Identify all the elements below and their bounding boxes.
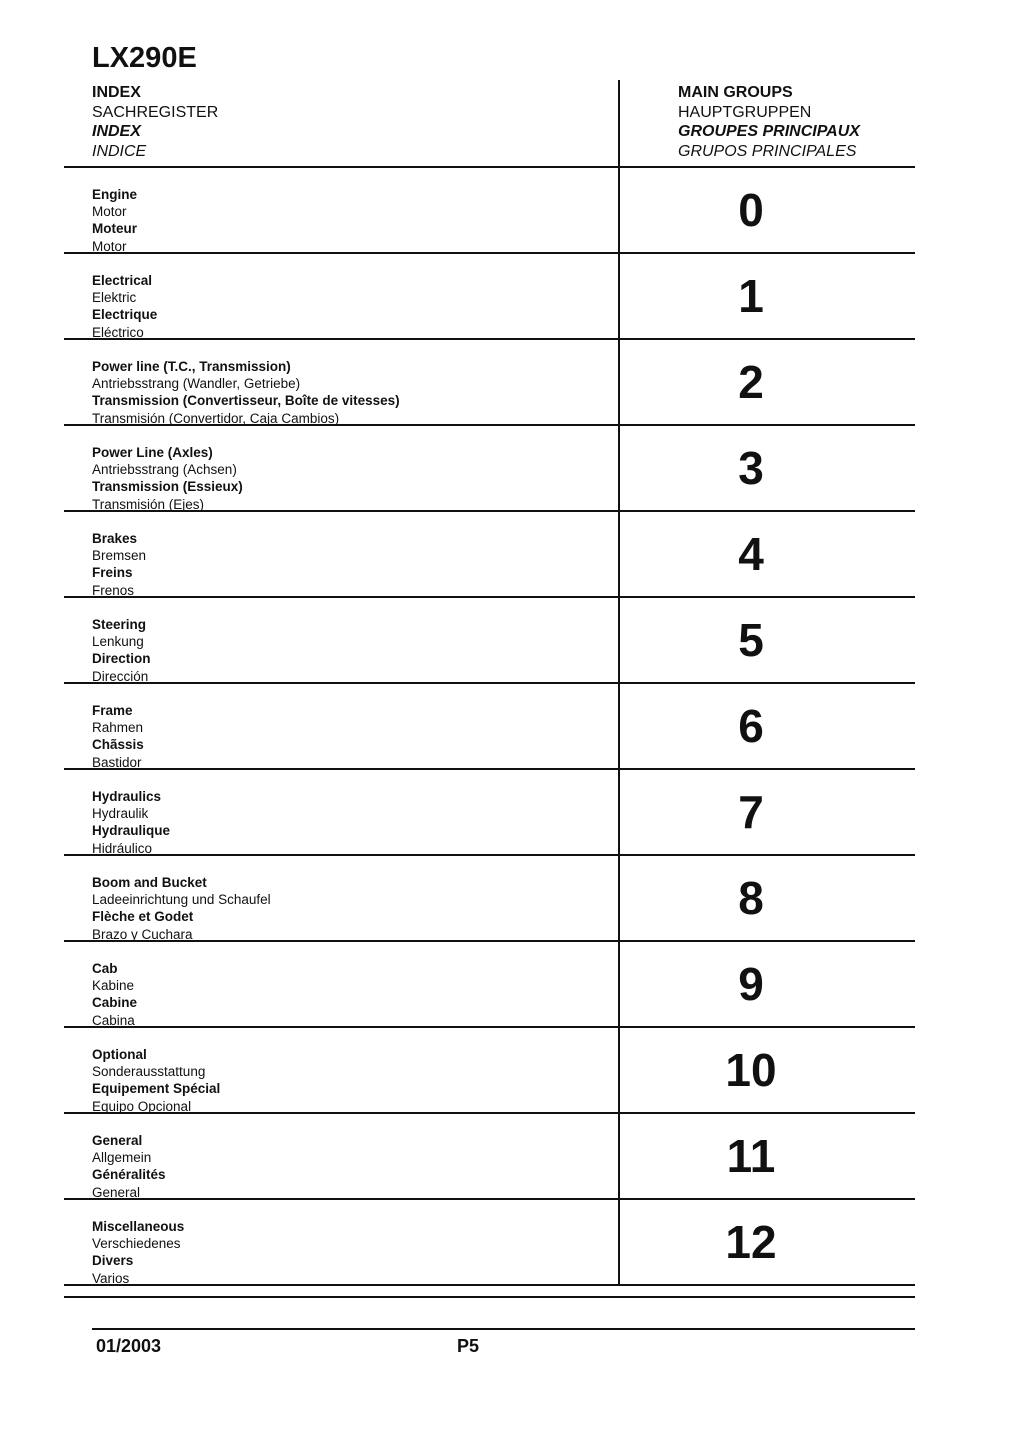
index-label-de: SACHREGISTER [92,103,219,121]
group-labels [92,702,144,771]
group-label-de: Rahmen [92,720,144,736]
group-label-de: Ladeeinrichtung und Schaufel [92,892,271,908]
group-row-12[interactable] [64,1198,915,1286]
group-number: 3 [738,442,764,494]
group-label-fr: Freins [92,565,133,581]
group-number: 11 [726,1130,776,1182]
group-row-4[interactable] [64,510,915,596]
group-labels [92,874,271,943]
group-label-es: Transmisión (Convertidor, Caja Cambios) [92,410,340,426]
group-number: 2 [738,356,764,408]
group-label-en: Brakes [92,531,138,546]
group-number: 6 [738,700,764,752]
group-label-en: Power line (T.C., Transmission) [92,359,291,374]
group-label-fr: Electrique [92,307,158,323]
group-label-de: Kabine [92,978,135,994]
main-groups-label-es: GRUPOS PRINCIPALES [678,142,857,160]
index-header [92,83,218,161]
group-label-es: Equipo Opcional [92,1098,192,1114]
group-label-en: Frame [92,703,133,718]
group-label-es: Transmisión (Ejes) [92,496,205,512]
group-row-11[interactable] [64,1112,915,1198]
group-label-es: Cabina [92,1012,135,1028]
group-labels [92,272,157,341]
group-label-en: Power Line (Axles) [92,445,213,460]
group-label-fr: Transmission (Essieux) [92,479,243,495]
group-label-fr: Hydraulique [92,823,171,839]
group-labels [92,788,170,857]
main-groups-label-de: HAUPTGRUPPEN [678,103,812,121]
main-groups-header [678,83,860,161]
group-label-es: Frenos [92,582,135,598]
group-index-table [64,166,915,1286]
group-row-5[interactable] [64,596,915,682]
group-label-de: Elektric [92,290,137,306]
group-label-fr: Transmission (Convertisseur, Boîte de vitesses) [92,393,400,409]
group-row-1[interactable] [64,252,915,338]
group-label-de: Allgemein [92,1150,152,1166]
group-label-es: Eléctrico [92,324,144,340]
group-label-en: Boom and Bucket [92,875,207,890]
group-label-fr: Direction [92,651,151,667]
group-label-de: Antriebsstrang (Achsen) [92,462,237,478]
footer-page-number: P5 [457,1336,480,1356]
group-label-es: General [92,1184,141,1200]
group-labels [92,960,137,1029]
group-label-fr: Chãssis [92,737,144,753]
group-row-10[interactable] [64,1026,915,1112]
group-label-fr: Equipement Spécial [92,1081,221,1097]
group-label-fr: Généralités [92,1167,166,1183]
group-row-2[interactable] [64,338,915,424]
group-label-es: Dirección [92,668,149,684]
group-labels [92,1132,166,1201]
group-row-6[interactable] [64,682,915,768]
group-number: 5 [738,614,764,666]
group-label-en: General [92,1133,143,1148]
group-label-en: Cab [92,961,118,976]
group-labels [92,1046,220,1115]
group-label-de: Verschiedenes [92,1236,181,1252]
group-label-de: Antriebsstrang (Wandler, Getriebe) [92,376,301,392]
index-label-fr: INDEX [92,123,141,141]
group-label-de: Bremsen [92,548,147,564]
group-label-de: Hydraulik [92,806,149,822]
group-labels [92,186,137,255]
group-number: 7 [738,786,764,838]
group-label-de: Lenkung [92,634,144,650]
group-row-9[interactable] [64,940,915,1026]
group-label-en: Optional [92,1047,147,1062]
group-row-3[interactable] [64,424,915,510]
footer-date: 01/2003 [96,1336,162,1356]
group-number: 0 [738,184,764,236]
group-label-es: Bastidor [92,754,142,770]
group-number: 10 [725,1044,777,1096]
group-labels [92,616,151,685]
table-bottom-rule [64,1296,915,1298]
model-title: LX290E [92,42,197,74]
group-label-de: Sonderausstattung [92,1064,206,1080]
index-label-es: INDICE [92,142,147,160]
group-labels [92,1218,184,1287]
group-labels [92,530,146,599]
group-label-en: Miscellaneous [92,1219,185,1234]
group-number: 8 [738,872,764,924]
group-label-en: Electrical [92,273,153,288]
group-label-es: Motor [92,238,127,254]
group-label-es: Varios [92,1270,130,1286]
group-row-7[interactable] [64,768,915,854]
group-label-fr: Cabine [92,995,138,1011]
group-number: 4 [738,528,764,580]
group-label-en: Engine [92,187,138,202]
main-groups-label-fr: GROUPES PRINCIPAUX [678,123,860,141]
group-label-en: Hydraulics [92,789,162,804]
group-label-es: Hidráulico [92,840,153,856]
group-labels [92,444,243,513]
group-label-de: Motor [92,204,127,220]
footer-rule [92,1328,915,1330]
group-number: 9 [738,958,764,1010]
group-row-0[interactable] [64,166,915,252]
main-groups-label-en: MAIN GROUPS [678,84,793,101]
group-label-en: Steering [92,617,147,632]
group-number: 12 [725,1216,777,1268]
group-row-8[interactable] [64,854,915,940]
group-number: 1 [738,270,764,322]
group-label-fr: Flèche et Godet [92,909,194,925]
group-label-es: Brazo y Cuchara [92,926,193,942]
group-label-fr: Divers [92,1253,134,1269]
index-label-en: INDEX [92,84,141,101]
group-label-fr: Moteur [92,221,137,237]
group-labels [92,358,400,427]
